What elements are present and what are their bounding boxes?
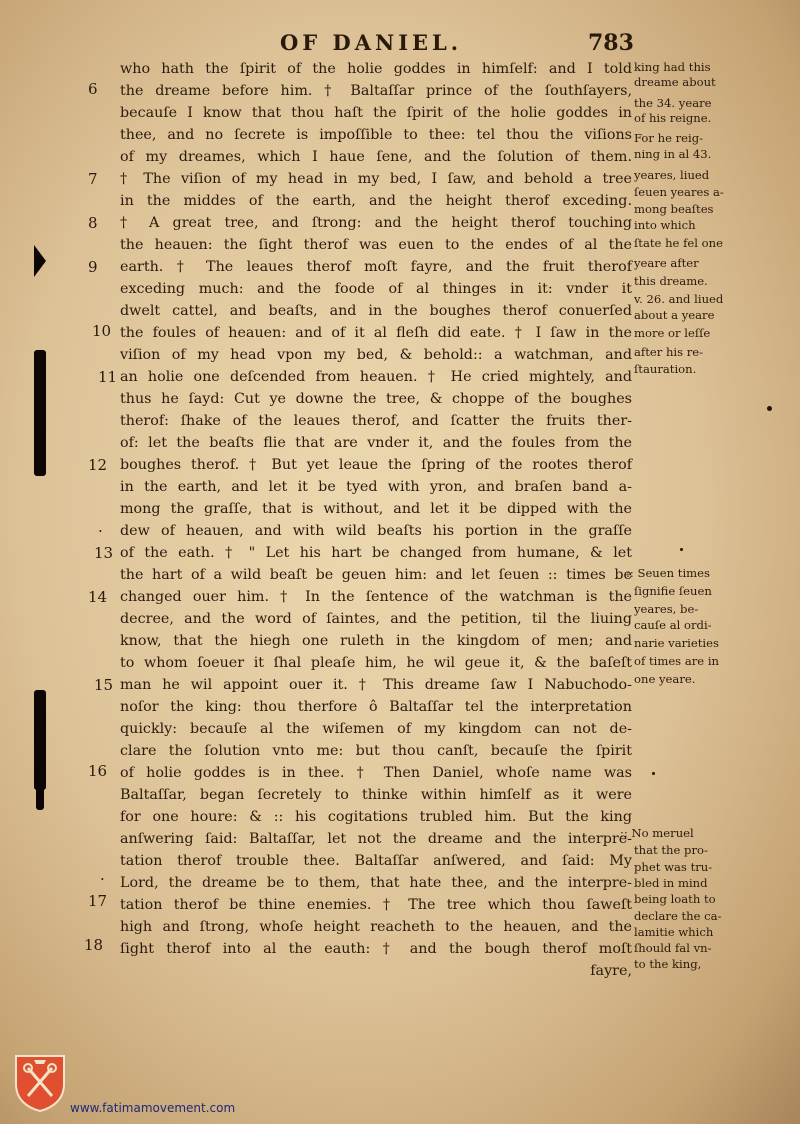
margin-note-line: of times are in: [634, 654, 719, 668]
text-line: of: let the beaſts flie that are vnder it, and the foules from the: [120, 435, 632, 451]
margin-note-line: being loath to: [634, 892, 716, 906]
margin-note-line: ſtauration.: [634, 362, 697, 376]
registration-mark: [34, 245, 46, 277]
margin-note-line: mong beaſtes: [634, 202, 714, 216]
margin-note-line: ſignifie ſeuen: [634, 584, 712, 598]
text-line: quickly: becauſe al the wiſemen of my kingdom can not de-: [120, 721, 632, 737]
speck: [680, 548, 683, 551]
registration-bar: [34, 350, 46, 476]
margin-note-line: into which: [634, 218, 696, 232]
margin-note-line: to the king,: [634, 957, 702, 971]
text-line: of the eath. † " Let his hart be changed from humane, & let: [120, 545, 632, 561]
text-line: the hart of a wild beaſt be geuen him: and let ſeuen :: times be: [120, 567, 632, 583]
margin-note-line: ning in al 43.: [634, 147, 712, 161]
margin-note-line: lamitie which: [634, 925, 714, 939]
text-line: decree, and the word of ſaintes, and the petition, til the liuing: [120, 611, 632, 627]
text-line: in the earth, and let it be tyed with yron, and braſen band a-: [120, 479, 632, 495]
text-line: an holie one deſcended from heauen. † He cried mightely, and: [120, 369, 632, 385]
verse-number: 16: [88, 762, 108, 780]
speck: [767, 406, 772, 411]
verse-number: 7: [88, 170, 98, 188]
text-line: clare the ſolution vnto me: but thou canſt, becauſe the ſpirit: [120, 743, 632, 759]
margin-note-line: :: Seuen times: [626, 566, 710, 580]
text-line: Baltaſſar, began ſecretely to thinke within himſelf as it were: [120, 787, 632, 803]
text-line: † A great tree, and ſtrong: and the height therof touching: [120, 215, 632, 231]
margin-note-line: yeare after: [634, 256, 699, 270]
text-line: who hath the ſpirit of the holie goddes in himſelf: and I told: [120, 61, 632, 77]
text-line: mong the graſſe, that is without, and let it be dipped with the: [120, 501, 632, 517]
text-line: ſight therof into al the eauth: † and the bough therof moſt: [120, 941, 632, 957]
margin-note-line: yeares, be-: [634, 602, 699, 616]
text-line: the heauen: the ſight therof was euen to the endes of al the: [120, 237, 632, 253]
page-number: 783: [588, 30, 634, 56]
margin-note-line: For he reig-: [634, 131, 704, 145]
margin-note-line: v. 26. and liued: [634, 292, 724, 306]
margin-dot: ·: [100, 870, 105, 888]
margin-note-line: narie varieties: [634, 636, 719, 650]
catchword: fayre,: [590, 963, 632, 979]
margin-note-line: dreame about: [634, 75, 716, 89]
text-line: tation therof be thine enemies. † The tree which thou ſaweſt: [120, 897, 632, 913]
text-line: of holie goddes is in thee. † Then Daniel, whoſe name was: [120, 765, 632, 781]
text-line: to whom ſoeuer it ſhal pleaſe him, he wil geue it, & the baſeſt: [120, 655, 632, 671]
verse-number: 13: [94, 544, 114, 562]
text-line: tation therof trouble thee. Baltaſſar anſwered, and ſaid: My: [120, 853, 632, 869]
verse-number: 8: [88, 214, 98, 232]
text-line: of my dreames, which I haue ſene, and the ſolution of them.: [120, 149, 632, 165]
margin-note-line: more or leſſe: [634, 326, 711, 340]
text-line: therof: ſhake of the leaues therof, and ſcatter the fruits ther-: [120, 413, 632, 429]
verse-number: 12: [88, 456, 108, 474]
text-line: thus he ſayd: Cut ye downe the tree, & choppe of the boughes: [120, 391, 632, 407]
margin-note-line: of his reigne.: [634, 111, 712, 125]
verse-number: 17: [88, 892, 108, 910]
margin-note-line: king had this: [634, 60, 711, 74]
verse-number: 14: [88, 588, 108, 606]
verse-number: 15: [94, 676, 114, 694]
text-line: for one houre: & :: his cogitations trubled him. But the king: [120, 809, 632, 825]
text-line: earth. † The leaues therof moſt fayre, and the fruit therof: [120, 259, 632, 275]
registration-bar: [36, 782, 44, 810]
watermark-url: www.fatimamovement.com: [70, 1101, 236, 1115]
margin-note-line: declare the ca-: [634, 909, 722, 923]
margin-note-line: ſtate he fel one: [634, 236, 723, 250]
running-title: OF DANIEL.: [280, 30, 463, 55]
text-line: high and ſtrong, whoſe height reacheth to the heauen, and the: [120, 919, 632, 935]
text-line: dwelt cattel, and beaſts, and in the boughes therof conuerſed: [120, 303, 632, 319]
margin-note-line: phet was tru-: [634, 860, 713, 874]
text-line: anſwering ſaid: Baltaſſar, let not the dreame and the interpre-: [120, 831, 632, 847]
text-line: Lord, the dreame be to them, that hate thee, and the interpre-: [120, 875, 632, 891]
margin-note-line: cauſe al ordi-: [634, 618, 712, 632]
text-line: becauſe I know that thou haſt the ſpirit of the holie goddes in: [120, 105, 632, 121]
margin-note-line: yeares, liued: [634, 168, 710, 182]
margin-note-line: one yeare.: [634, 672, 696, 686]
verse-number: 9: [88, 258, 98, 276]
margin-note-line: :: No meruel: [620, 826, 694, 840]
text-line: boughes therof. † But yet leaue the ſpring of the rootes therof: [120, 457, 632, 473]
verse-number: 10: [92, 322, 112, 340]
text-line: † The viſion of my head in my bed, I ſaw, and behold a tree: [120, 171, 632, 187]
text-line: dew of heauen, and with wild beaſts his portion in the graſſe: [120, 523, 632, 539]
margin-note-line: the 34. yeare: [634, 96, 712, 110]
margin-note-line: this dreame.: [634, 274, 708, 288]
text-line: thee, and no ſecrete is impoſſible to thee: tel thou the viſions: [120, 127, 632, 143]
text-line: in the middes of the earth, and the height therof exceding.: [120, 193, 632, 209]
text-line: changed ouer him. † In the ſentence of the watchman is the: [120, 589, 632, 605]
margin-note-line: bled in mind: [634, 876, 708, 890]
margin-dot: ·: [98, 522, 103, 540]
margin-note-line: ſeuen yeares a-: [634, 185, 724, 199]
shield-emblem-icon: [14, 1054, 66, 1112]
text-line: the foules of heauen: and of it al fleſh did eate. † I ſaw in the: [120, 325, 632, 341]
margin-note-line: about a yeare: [634, 308, 715, 322]
text-line: man he wil appoint ouer it. † This dreame ſaw I Nabuchodo-: [120, 677, 632, 693]
text-line: know, that the hiegh one ruleth in the kingdom of men; and: [120, 633, 632, 649]
verse-number: 6: [88, 80, 98, 98]
text-line: exceding much: and the foode of al thinges in it: vnder it: [120, 281, 632, 297]
registration-bar: [34, 690, 46, 790]
margin-note-line: after his re-: [634, 345, 704, 359]
margin-note-line: that the pro-: [634, 843, 708, 857]
text-line: the dreame before him. † Baltaſſar prince of the ſouthſayers,: [120, 83, 632, 99]
verse-number: 11: [98, 368, 118, 386]
text-line: noſor the king: thou therfore ô Baltaſſar tel the interpretation: [120, 699, 632, 715]
verse-number: 18: [84, 936, 104, 954]
speck: [652, 772, 655, 775]
text-line: viſion of my head vpon my bed, & behold:: a watchman, and: [120, 347, 632, 363]
margin-note-line: ſhould fal vn-: [634, 941, 712, 955]
